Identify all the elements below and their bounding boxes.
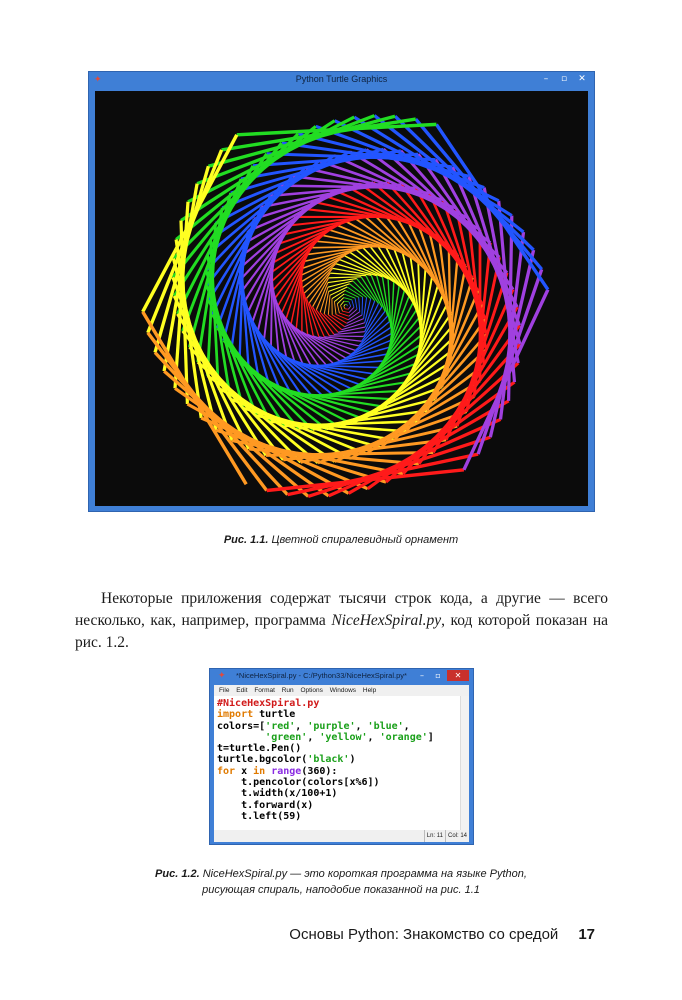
spiral-segment	[348, 306, 350, 309]
code-line	[217, 811, 469, 822]
turtle-window-title: Python Turtle Graphics	[295, 74, 388, 84]
code-line	[217, 709, 469, 720]
figure-1-caption-text: Цветной спиралевидный орнамент	[268, 534, 459, 546]
code-line	[217, 800, 469, 811]
spiral-segment	[334, 294, 344, 302]
status-line: Ln: 11	[424, 830, 445, 842]
code-text: turtle	[253, 709, 296, 721]
code-line	[217, 788, 469, 799]
spiral-segment	[349, 309, 357, 316]
turtle-canvas	[95, 91, 588, 506]
spiral-segment	[328, 295, 330, 315]
menu-edit[interactable]: Edit	[236, 687, 248, 694]
code-keyword: for	[217, 765, 236, 777]
spiral-segment	[349, 307, 354, 312]
minimize-icon[interactable]: –	[420, 671, 424, 680]
spiral-segment	[352, 300, 354, 308]
code-editor[interactable]	[214, 696, 469, 830]
spiral-segment	[347, 305, 348, 306]
spiral-segment	[334, 302, 336, 315]
spiral-segment	[339, 313, 349, 316]
code-line	[217, 698, 469, 709]
page-number: 17	[578, 926, 595, 943]
close-icon[interactable]: ✕	[578, 74, 586, 84]
code-text: turtle.bgcolor(	[217, 754, 308, 766]
spiral-segment	[316, 310, 334, 335]
figure-2-caption	[0, 866, 682, 898]
code-text: t.forward(x)	[217, 799, 314, 811]
spiral-segment	[349, 302, 351, 306]
code-text: )	[349, 754, 356, 766]
spiral-segment	[329, 277, 362, 278]
code-text: t.pencolor(colors[x%6])	[217, 777, 380, 789]
editor-scrollbar[interactable]	[460, 696, 469, 830]
code-line	[217, 721, 469, 732]
code-text: (360):	[301, 765, 338, 777]
figure-2-caption-line-2: рисующая спираль, наподобие показанной на рис. 1.1	[202, 884, 480, 896]
menu-help[interactable]: Help	[362, 687, 377, 694]
code-line	[217, 754, 469, 765]
minimize-icon[interactable]: –	[543, 74, 549, 84]
maximize-icon[interactable]: ▫	[560, 74, 568, 84]
spiral-segment	[155, 353, 288, 495]
code-string: 'green'	[265, 731, 308, 743]
figure-1-label: Рис. 1.1.	[223, 534, 269, 546]
menu-windows[interactable]: Windows	[329, 687, 357, 694]
code-text: t=turtle.Pen()	[217, 743, 302, 755]
turtle-titlebar	[89, 72, 594, 89]
code-text: ,	[403, 720, 410, 732]
code-line	[217, 732, 469, 743]
code-text: t.width(x/100+1)	[217, 788, 338, 800]
menu-options[interactable]: Options	[300, 687, 323, 694]
code-keyword: in	[253, 765, 266, 777]
spiral-segment	[357, 279, 375, 301]
spiral-segment	[355, 298, 357, 309]
code-builtin: range	[271, 765, 302, 777]
code-comment: #NiceHexSpiral.py	[217, 698, 320, 709]
spiral-segment	[343, 311, 350, 312]
spiral-segment	[395, 116, 534, 250]
spiral-segment	[304, 264, 336, 293]
code-text: ,	[367, 731, 380, 743]
close-icon[interactable]: ✕	[447, 670, 469, 681]
running-title: Основы Python: Знакомство со средой	[289, 926, 559, 943]
code-string: 'blue'	[367, 720, 404, 732]
code-string: 'yellow'	[319, 731, 368, 743]
spiral-segment	[344, 301, 349, 302]
spiral-segment	[359, 297, 360, 312]
figure-1-caption	[0, 534, 682, 546]
code-line	[217, 766, 469, 777]
spiral-segment	[344, 304, 345, 306]
menu-file[interactable]: File	[219, 687, 230, 694]
spiral-segment	[155, 166, 208, 352]
code-text: t.left(59)	[217, 810, 302, 822]
spiral-segment	[329, 336, 363, 337]
program-name: NiceHexSpiral.py	[331, 612, 442, 629]
idle-statusbar	[214, 830, 469, 842]
code-string: 'black'	[307, 754, 350, 766]
menu-run[interactable]: Run	[281, 687, 294, 694]
code-text: x	[235, 765, 254, 777]
code-text: ,	[307, 731, 320, 743]
body-paragraph	[75, 588, 608, 654]
code-text: ]	[427, 731, 434, 743]
paragraph-part-2: , код которой показан на рис. 1.2.	[75, 612, 609, 651]
code-line	[217, 743, 469, 754]
hex-spiral-drawing	[95, 91, 588, 506]
spiral-segment	[337, 304, 339, 313]
turtle-graphics-window	[88, 71, 595, 512]
code-text: ,	[295, 720, 308, 732]
code-string: 'orange'	[379, 731, 428, 743]
code-text	[217, 732, 265, 743]
python-app-icon: ✦	[218, 671, 226, 681]
paragraph-part-1: Некоторые приложения содержат тысячи строк кода, а другие — всего несколько, как, например, программа	[75, 590, 608, 629]
figure-2-label: Рис. 1.2.	[155, 868, 200, 880]
spiral-segment	[345, 290, 359, 297]
spiral-segment	[341, 305, 343, 311]
idle-window-title: *NiceHexSpiral.py - C:/Python33/NiceHexSpiral.py*	[236, 671, 407, 680]
spiral-segment	[344, 306, 345, 309]
spiral-segment	[362, 297, 363, 315]
python-app-icon: ✦	[94, 75, 102, 85]
code-string: 'red'	[265, 720, 296, 732]
figure-2-caption-line-1: NiceHexSpiral.py — это короткая программа на языке Python,	[199, 868, 527, 880]
spiral-segment	[344, 298, 352, 300]
spiral-segment	[324, 291, 328, 314]
idle-menubar	[214, 685, 469, 696]
spiral-segment	[361, 277, 378, 304]
code-line	[217, 777, 469, 788]
menu-format[interactable]: Format	[254, 687, 275, 694]
spiral-segment	[341, 301, 345, 305]
code-text: ,	[355, 720, 368, 732]
code-string: 'purple'	[307, 720, 356, 732]
page-footer	[0, 926, 595, 943]
code-text: colors=[	[217, 720, 266, 732]
idle-editor-window	[209, 668, 474, 845]
maximize-icon[interactable]: ▫	[435, 671, 441, 680]
spiral-segment	[319, 361, 384, 366]
code-keyword: import	[217, 709, 254, 721]
status-col: Col: 14	[445, 830, 469, 842]
